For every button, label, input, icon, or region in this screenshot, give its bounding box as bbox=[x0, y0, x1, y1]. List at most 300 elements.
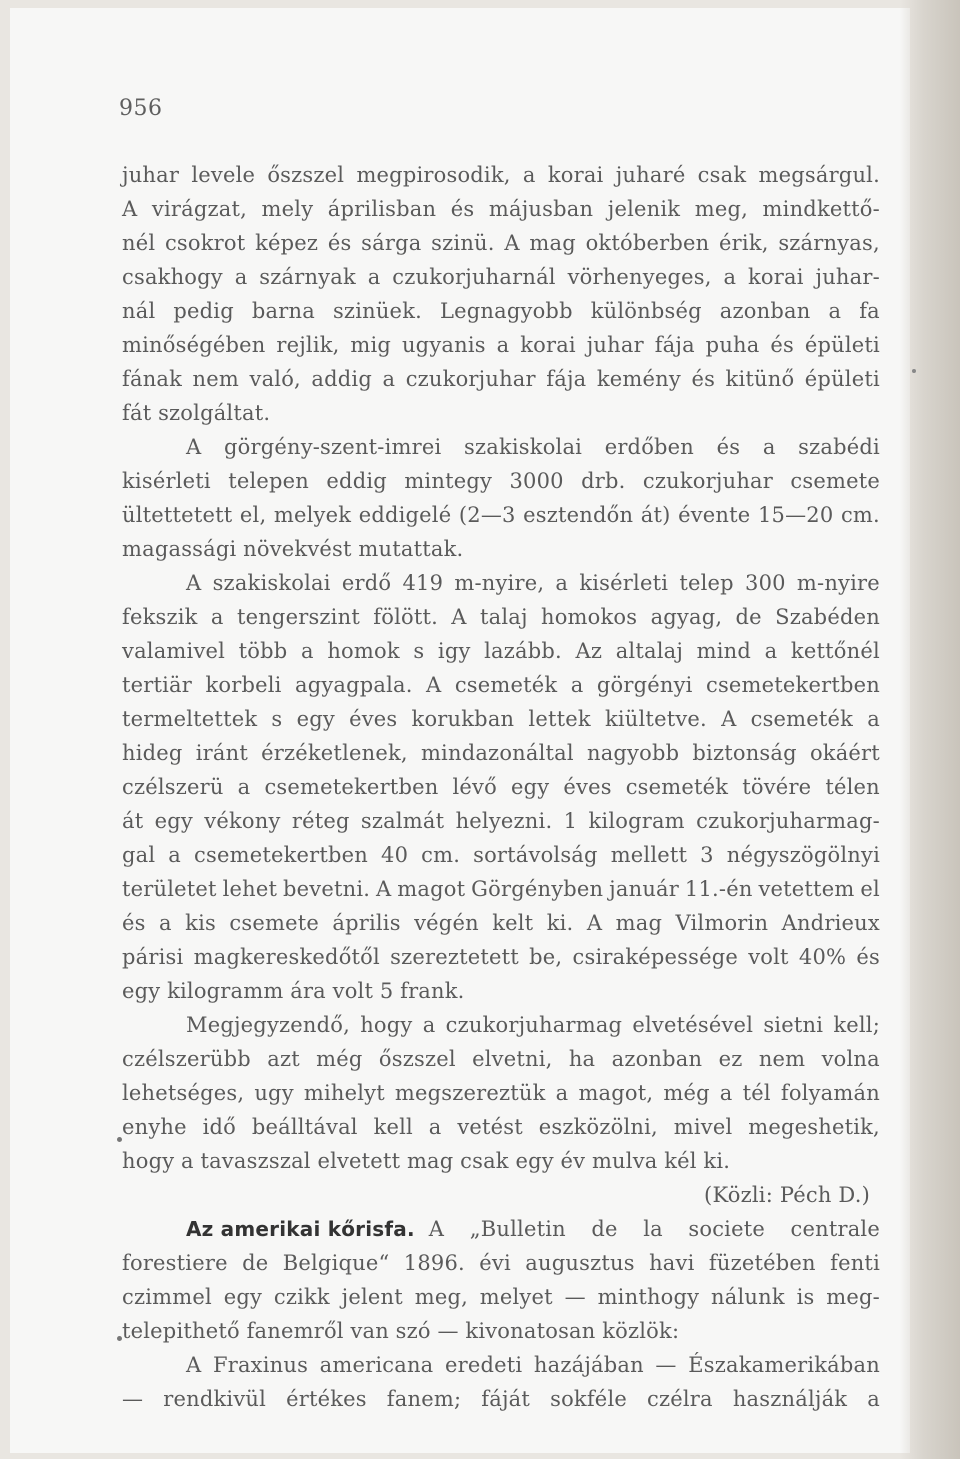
word: nagyobb bbox=[586, 741, 680, 765]
word: czélszerü bbox=[122, 775, 224, 799]
word: fája bbox=[546, 367, 587, 391]
word: csak bbox=[697, 163, 747, 187]
word: 40% bbox=[798, 945, 847, 969]
word: A bbox=[504, 231, 520, 255]
word: 300 bbox=[745, 571, 786, 595]
word: mulva bbox=[591, 1149, 658, 1173]
text-line bbox=[122, 600, 880, 634]
word: közlök: bbox=[602, 1319, 680, 1343]
word: azonban bbox=[611, 1047, 703, 1071]
word: a bbox=[496, 333, 510, 357]
word: czukorjuhar bbox=[405, 367, 536, 391]
word: tövére bbox=[742, 775, 812, 799]
word: nem bbox=[192, 367, 240, 391]
word: kisérleti bbox=[122, 469, 211, 493]
word: biztonság bbox=[692, 741, 797, 765]
word: talaj bbox=[479, 605, 528, 629]
word: vörhenyeges, bbox=[567, 265, 712, 289]
word: csokrot bbox=[164, 231, 246, 255]
text-line bbox=[122, 940, 880, 974]
text-line bbox=[122, 804, 880, 838]
word: mindazonáltal bbox=[420, 741, 574, 765]
word: hogy bbox=[360, 1013, 413, 1037]
word: m-nyire, bbox=[454, 571, 545, 595]
word: hideg bbox=[122, 741, 183, 765]
word: 3000 bbox=[509, 469, 564, 493]
word: Fraxinus bbox=[212, 1353, 309, 1377]
word: meg, bbox=[414, 1285, 468, 1309]
word: drb. bbox=[581, 469, 626, 493]
word: kell; bbox=[833, 1013, 880, 1037]
word: elvetésével bbox=[632, 1013, 754, 1037]
margin-dot bbox=[117, 1137, 122, 1142]
word: addig bbox=[311, 367, 372, 391]
word: kilogram bbox=[588, 809, 685, 833]
word: minthogy bbox=[597, 1285, 700, 1309]
word: A bbox=[428, 1217, 445, 1241]
text-line bbox=[122, 532, 880, 566]
word: nál bbox=[122, 299, 156, 323]
word: melyek bbox=[273, 503, 352, 527]
word: fa bbox=[859, 299, 880, 323]
word: idő bbox=[202, 1115, 237, 1139]
word: el bbox=[860, 877, 880, 901]
word: telepen bbox=[228, 469, 310, 493]
word: mind bbox=[696, 639, 752, 663]
word: 11.-én bbox=[684, 877, 753, 901]
text-line bbox=[122, 396, 880, 430]
word: fanemről bbox=[246, 1319, 344, 1343]
word: görgényi bbox=[596, 673, 693, 697]
word: érzéketlenek, bbox=[261, 741, 408, 765]
text-line bbox=[122, 1144, 880, 1178]
word: volt bbox=[332, 979, 374, 1003]
word: még bbox=[663, 1081, 710, 1105]
word: csemete bbox=[790, 469, 880, 493]
word: őszszel bbox=[267, 163, 345, 187]
word: kivonatosan bbox=[465, 1319, 596, 1343]
word: de bbox=[735, 605, 762, 629]
word: tengerszint bbox=[236, 605, 360, 629]
text-line bbox=[122, 974, 880, 1008]
word: kell bbox=[373, 1115, 413, 1139]
word: a bbox=[422, 1013, 436, 1037]
text-line bbox=[122, 702, 880, 736]
word: eredeti bbox=[444, 1353, 523, 1377]
word: ugyanis bbox=[401, 333, 486, 357]
word: — bbox=[437, 1319, 459, 1343]
word: la bbox=[643, 1217, 663, 1241]
word: kemény bbox=[596, 367, 681, 391]
word: mag bbox=[615, 911, 663, 935]
word: elvetett bbox=[317, 1149, 401, 1173]
word: societe bbox=[688, 1217, 765, 1241]
word: át) bbox=[640, 503, 671, 527]
text-line bbox=[122, 430, 880, 464]
word: a bbox=[828, 299, 842, 323]
word: esztendőn bbox=[523, 503, 634, 527]
word: ki. bbox=[703, 1149, 731, 1173]
word: czukorjuharnál bbox=[392, 265, 556, 289]
word: és bbox=[770, 333, 794, 357]
word: fanem; bbox=[386, 1387, 462, 1411]
word: Legnagyobb bbox=[440, 299, 573, 323]
word: Az bbox=[575, 639, 603, 663]
word: 5 bbox=[379, 979, 394, 1003]
text-line bbox=[122, 498, 880, 532]
word: volt bbox=[748, 945, 789, 969]
word: szó bbox=[395, 1319, 431, 1343]
word: 40 bbox=[381, 843, 409, 867]
word: de bbox=[242, 1251, 269, 1275]
word: mindkettő- bbox=[762, 197, 880, 221]
word: területet bbox=[122, 877, 217, 901]
word: ültettetett bbox=[122, 503, 233, 527]
word: Belgique“ bbox=[282, 1251, 390, 1275]
word: czélszerübb bbox=[122, 1047, 251, 1071]
word: pedig bbox=[173, 299, 234, 323]
word: még bbox=[316, 1047, 363, 1071]
word: A bbox=[586, 911, 603, 935]
word: el, bbox=[239, 503, 267, 527]
word: különbség bbox=[590, 299, 702, 323]
word: kiültetve. bbox=[604, 707, 707, 731]
word: juharé bbox=[615, 163, 686, 187]
word: szabédi bbox=[798, 435, 880, 459]
word: cm. bbox=[421, 843, 461, 867]
word: A bbox=[186, 1353, 202, 1377]
word: ára bbox=[290, 979, 326, 1003]
text-line bbox=[122, 566, 880, 600]
word: termeltettek bbox=[122, 707, 258, 731]
word: fáját bbox=[481, 1387, 531, 1411]
section-heading: Az amerikai kőrisfa. bbox=[186, 1217, 415, 1241]
word: korbeli bbox=[205, 673, 282, 697]
word: melyet bbox=[479, 1285, 553, 1309]
word: kél bbox=[664, 1149, 697, 1173]
word: juhar- bbox=[815, 265, 880, 289]
word: americana bbox=[319, 1353, 434, 1377]
word: czimmel bbox=[122, 1285, 212, 1309]
word: sortávolság bbox=[473, 843, 598, 867]
word: és bbox=[122, 911, 146, 935]
text-line bbox=[122, 362, 880, 396]
word: jelenik bbox=[607, 197, 681, 221]
word: réteg bbox=[291, 809, 350, 833]
word: a bbox=[301, 639, 314, 663]
word: beálltával bbox=[251, 1115, 358, 1139]
word: s bbox=[413, 639, 425, 663]
word: szakiskolai bbox=[212, 571, 331, 595]
word: fenti bbox=[830, 1251, 880, 1275]
word: homok bbox=[327, 639, 400, 663]
word: mag bbox=[406, 1149, 454, 1173]
text-line bbox=[122, 770, 880, 804]
word: a bbox=[867, 1387, 880, 1411]
word: iránt bbox=[195, 741, 248, 765]
word: egy bbox=[122, 979, 161, 1003]
word: de bbox=[591, 1217, 618, 1241]
word: rendkivül bbox=[163, 1387, 267, 1411]
word: ha bbox=[568, 1047, 596, 1071]
word: frank. bbox=[400, 979, 465, 1003]
text-line bbox=[122, 1314, 880, 1348]
word: erdő bbox=[341, 571, 392, 595]
text-line bbox=[122, 1076, 880, 1110]
word: azt bbox=[267, 1047, 300, 1071]
word: altalaj bbox=[615, 639, 684, 663]
word: levele bbox=[191, 163, 256, 187]
word: agyag, bbox=[650, 605, 723, 629]
word: eddig bbox=[326, 469, 387, 493]
word: gal bbox=[122, 843, 156, 867]
word: 3 bbox=[700, 843, 714, 867]
word: éves bbox=[349, 707, 398, 731]
section-heading-rest bbox=[415, 1212, 880, 1246]
word: 15—20 bbox=[757, 503, 834, 527]
attribution: (Közli: Péch D.) bbox=[704, 1183, 870, 1207]
word: okáért bbox=[809, 741, 880, 765]
word: sietni bbox=[763, 1013, 824, 1037]
text-line bbox=[122, 260, 880, 294]
attribution-line bbox=[122, 1178, 880, 1212]
word: lazább. bbox=[484, 639, 562, 663]
word: január bbox=[609, 877, 680, 901]
word: telep bbox=[679, 571, 734, 595]
word: mag bbox=[529, 231, 576, 255]
word: korukban bbox=[411, 707, 515, 731]
word: agyagpala. bbox=[294, 673, 413, 697]
word: hogy bbox=[122, 1149, 175, 1173]
text-line bbox=[122, 464, 880, 498]
word: kisérleti bbox=[579, 571, 669, 595]
word: Görgényben bbox=[471, 877, 604, 901]
word: szárnyas, bbox=[778, 231, 880, 255]
word: egy bbox=[223, 1285, 263, 1309]
word: a bbox=[867, 707, 880, 731]
word: lévő bbox=[452, 775, 497, 799]
word: párisi bbox=[122, 945, 184, 969]
word: őszszel bbox=[378, 1047, 456, 1071]
word: cm. bbox=[840, 503, 880, 527]
word: A bbox=[186, 571, 202, 595]
word: barna bbox=[251, 299, 315, 323]
word: a bbox=[168, 843, 182, 867]
word: a bbox=[719, 1081, 733, 1105]
word: — bbox=[564, 1285, 586, 1309]
word: növekvést bbox=[243, 537, 352, 561]
word: a bbox=[159, 911, 172, 935]
word: csakhogy bbox=[122, 265, 223, 289]
word: tertiär bbox=[122, 673, 193, 697]
word: szinü. bbox=[431, 231, 495, 255]
word: füzetében bbox=[708, 1251, 816, 1275]
word: 1896. bbox=[403, 1251, 465, 1275]
word: magot, bbox=[578, 1081, 654, 1105]
word: fölött. bbox=[373, 605, 438, 629]
word: bevetni. bbox=[283, 877, 371, 901]
word: egy bbox=[515, 1149, 554, 1173]
word: magassági bbox=[122, 537, 237, 561]
word: a bbox=[367, 265, 381, 289]
word: a bbox=[555, 1081, 569, 1105]
word: végén bbox=[414, 911, 479, 935]
word: csemetekertben bbox=[264, 775, 439, 799]
word: csak bbox=[460, 1149, 509, 1173]
word: megsárgul. bbox=[758, 163, 880, 187]
text-line bbox=[122, 668, 880, 702]
word: kilogramm bbox=[167, 979, 284, 1003]
word: helyezni. bbox=[455, 809, 553, 833]
word: ez bbox=[718, 1047, 743, 1071]
word: és bbox=[327, 231, 352, 255]
word: csemeték bbox=[625, 775, 729, 799]
text-line bbox=[122, 1110, 880, 1144]
word: lehet bbox=[222, 877, 278, 901]
word: a bbox=[522, 163, 536, 187]
word: Vilmorin bbox=[675, 911, 769, 935]
word: a bbox=[762, 435, 776, 459]
word: hazájában bbox=[533, 1353, 644, 1377]
word: fekszik bbox=[122, 605, 198, 629]
word: mutattak. bbox=[358, 537, 464, 561]
word: Megjegyzendő, bbox=[186, 1013, 350, 1037]
word: való, bbox=[249, 367, 301, 391]
word: kelt bbox=[492, 911, 534, 935]
word: minőségében bbox=[122, 333, 266, 357]
word: megpirosodik, bbox=[356, 163, 511, 187]
word: Szabéden bbox=[775, 605, 880, 629]
word: szalmát bbox=[360, 809, 445, 833]
word: épületi bbox=[804, 367, 880, 391]
word: szinüek. bbox=[332, 299, 422, 323]
word: a bbox=[764, 639, 778, 663]
word: csemete bbox=[229, 911, 319, 935]
text-line bbox=[122, 838, 880, 872]
word: „Bulletin bbox=[469, 1217, 566, 1241]
word: folyamán bbox=[780, 1081, 880, 1105]
word: A bbox=[426, 673, 442, 697]
word: kettőnél bbox=[790, 639, 880, 663]
word: — bbox=[122, 1387, 144, 1411]
word: igy bbox=[437, 639, 471, 663]
word: korai bbox=[520, 333, 576, 357]
word: havi bbox=[649, 1251, 695, 1275]
word: A bbox=[122, 197, 138, 221]
word: áprilisban bbox=[327, 197, 437, 221]
word: csemetekertben bbox=[194, 843, 369, 867]
word: májusban bbox=[488, 197, 594, 221]
word: A bbox=[451, 605, 467, 629]
margin-mark bbox=[912, 369, 916, 373]
word: ki. bbox=[546, 911, 574, 935]
word: a bbox=[723, 265, 737, 289]
word: a bbox=[555, 571, 569, 595]
paragraph-lines bbox=[122, 158, 880, 1178]
word: csemetekertben bbox=[705, 673, 880, 697]
word: tavaszszal bbox=[200, 1149, 311, 1173]
word: fának bbox=[122, 367, 183, 391]
word: csemeték bbox=[454, 673, 558, 697]
word: augusztus bbox=[525, 1251, 635, 1275]
word: év bbox=[560, 1149, 586, 1173]
word: forestiere bbox=[122, 1251, 228, 1275]
word: virágzat, bbox=[151, 197, 247, 221]
word: szolgáltat. bbox=[158, 401, 271, 425]
word: enyhe bbox=[122, 1115, 187, 1139]
word: azonban bbox=[719, 299, 811, 323]
word: erdőben bbox=[604, 435, 695, 459]
word: a bbox=[570, 673, 584, 697]
word: több bbox=[238, 639, 288, 663]
word: elvetni, bbox=[472, 1047, 553, 1071]
word: be, bbox=[529, 945, 563, 969]
word: csemeték bbox=[750, 707, 854, 731]
word: megeshetik, bbox=[748, 1115, 880, 1139]
word: korai bbox=[748, 265, 804, 289]
word: Északamerikában bbox=[688, 1353, 880, 1377]
word: sárga bbox=[361, 231, 422, 255]
word: czikk bbox=[273, 1285, 330, 1309]
section-paragraph-lines bbox=[122, 1246, 880, 1416]
text-line bbox=[122, 872, 880, 906]
word: a bbox=[382, 367, 396, 391]
word: meg, bbox=[694, 197, 749, 221]
word: lettek bbox=[528, 707, 591, 731]
text-line bbox=[122, 328, 880, 362]
word: nél bbox=[122, 231, 156, 255]
word: értékes bbox=[286, 1387, 367, 1411]
word: mely bbox=[261, 197, 314, 221]
text-line bbox=[122, 226, 880, 260]
text-line bbox=[122, 192, 880, 226]
word: négyszögölnyi bbox=[726, 843, 880, 867]
margin-dot bbox=[117, 1336, 122, 1341]
text-line bbox=[122, 294, 880, 328]
word: eddigelé bbox=[358, 503, 452, 527]
word: is bbox=[796, 1285, 815, 1309]
text-line bbox=[122, 1008, 880, 1042]
word: juhar bbox=[586, 333, 644, 357]
word: volna bbox=[821, 1047, 880, 1071]
text-line bbox=[122, 906, 880, 940]
word: s bbox=[271, 707, 283, 731]
word: a bbox=[237, 775, 251, 799]
text-line bbox=[122, 1246, 880, 1280]
word: és bbox=[450, 197, 475, 221]
word: magot bbox=[397, 877, 466, 901]
word: juhar bbox=[122, 163, 180, 187]
word: megszereztük bbox=[394, 1081, 546, 1105]
word: képez bbox=[255, 231, 319, 255]
word: lehetséges, bbox=[122, 1081, 245, 1105]
text-line bbox=[122, 158, 880, 192]
word: vékony bbox=[204, 809, 281, 833]
word: A bbox=[186, 435, 202, 459]
word: meg- bbox=[826, 1285, 880, 1309]
word: évente bbox=[678, 503, 751, 527]
word: — bbox=[655, 1353, 677, 1377]
body-text bbox=[122, 158, 880, 1416]
word: czukorjuhar bbox=[642, 469, 773, 493]
word: a bbox=[428, 1115, 442, 1139]
word: és bbox=[691, 367, 716, 391]
text-line bbox=[122, 1382, 880, 1416]
word: és bbox=[856, 945, 880, 969]
text-line bbox=[122, 736, 880, 770]
text-line bbox=[122, 1280, 880, 1314]
word: valamivel bbox=[122, 639, 226, 663]
